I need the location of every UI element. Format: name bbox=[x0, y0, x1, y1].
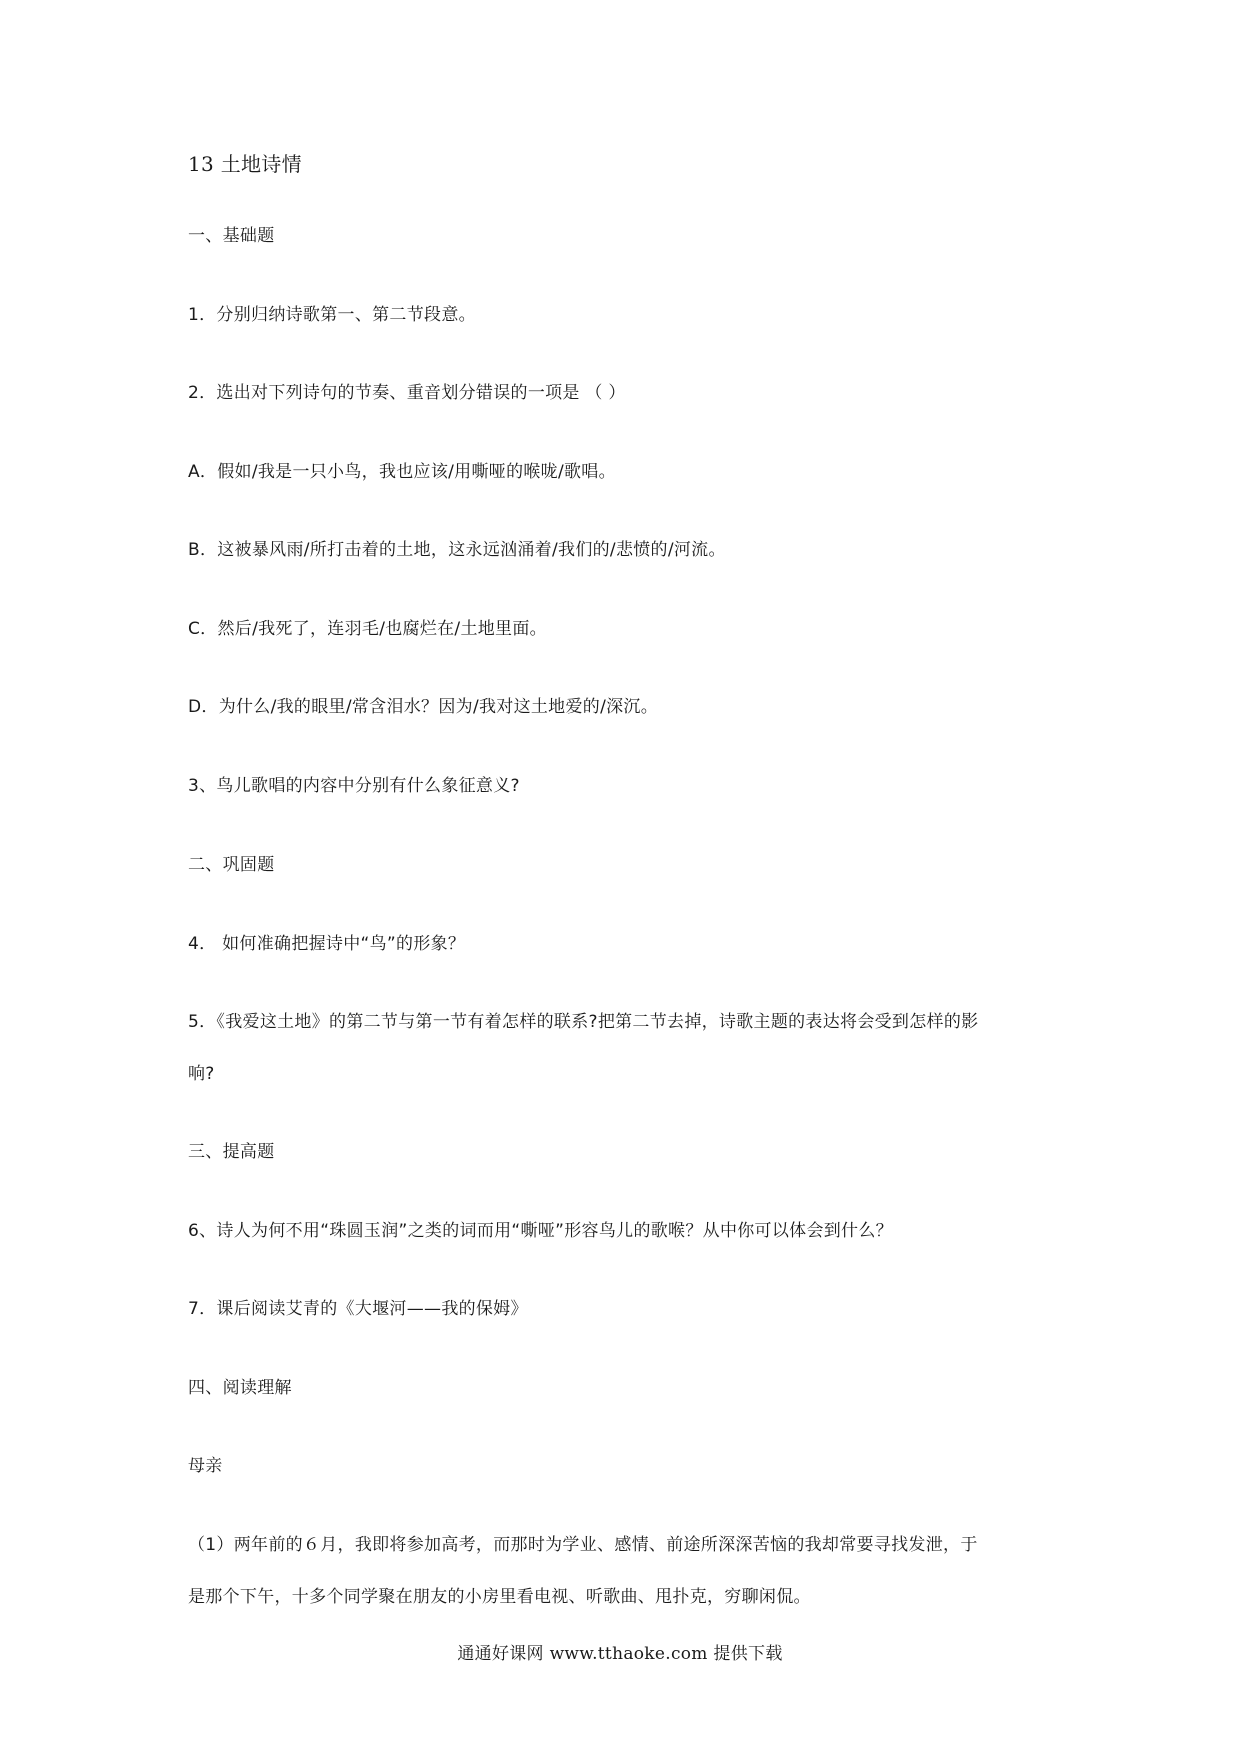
question-2: 2．选出对下列诗句的节奏、重音划分错误的一项是 （ ） bbox=[188, 383, 626, 403]
question-5: 5．《我爱这土地》的第二节与第一节有着怎样的联系?把第二节去掉，诗歌主题的表达将会受到怎样的影 bbox=[188, 1012, 979, 1032]
section-heading-basic: 一、基础题 bbox=[188, 226, 275, 246]
option-d: D．为什么/我的眼里/常含泪水？因为/我对这土地爱的/深沉。 bbox=[188, 697, 658, 717]
question-1: 1．分别归纳诗歌第一、第二节段意。 bbox=[188, 305, 476, 325]
question-7: 7．课后阅读艾青的《大堰河——我的保姆》 bbox=[188, 1299, 528, 1319]
section-heading-consolidation: 二、巩固题 bbox=[188, 855, 275, 875]
option-b: B．这被暴风雨/所打击着的土地，这永远汹涌着/我们的/悲愤的/河流。 bbox=[188, 540, 726, 560]
question-4: 4． 如何准确把握诗中“鸟”的形象？ bbox=[188, 934, 466, 954]
section-heading-advanced: 三、提高题 bbox=[188, 1142, 275, 1162]
reading-title: 母亲 bbox=[188, 1456, 223, 1476]
question-3: 3、鸟儿歌唱的内容中分别有什么象征意义? bbox=[188, 776, 520, 796]
reading-paragraph-1: （1）两年前的６月，我即将参加高考，而那时为学业、感情、前途所深深苦恼的我却常要寻找发泄，于 bbox=[188, 1535, 978, 1555]
option-c: C．然后/我死了，连羽毛/也腐烂在/土地里面。 bbox=[188, 619, 547, 639]
page-footer: 通通好课网 www.tthaoke.com 提供下载 bbox=[457, 1644, 783, 1664]
reading-paragraph-1-continued: 是那个下午，十多个同学聚在朋友的小房里看电视、听歌曲、甩扑克，穷聊闲侃。 bbox=[188, 1587, 811, 1607]
document-title: 13 土地诗情 bbox=[188, 152, 302, 176]
section-heading-reading: 四、阅读理解 bbox=[188, 1378, 292, 1398]
option-a: A．假如/我是一只小鸟，我也应该/用嘶哑的喉咙/歌唱。 bbox=[188, 462, 616, 482]
question-6: 6、诗人为何不用“珠圆玉润”之类的词而用“嘶哑”形容鸟儿的歌喉？从中你可以体会到什么？ bbox=[188, 1221, 893, 1241]
question-5-continued: 响? bbox=[188, 1064, 215, 1084]
